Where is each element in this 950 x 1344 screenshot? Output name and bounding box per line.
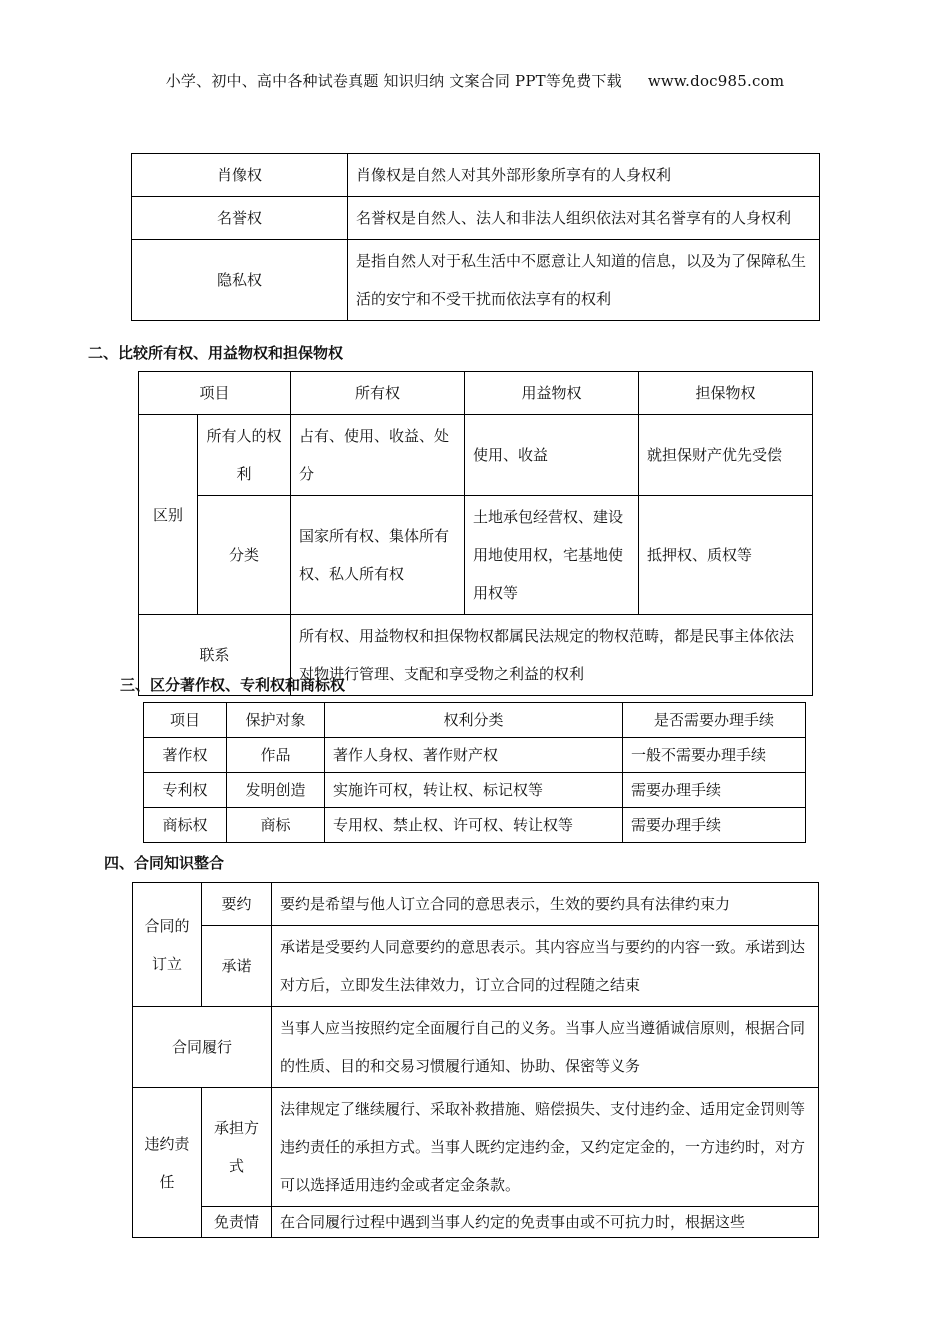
- table-row: [139, 496, 813, 615]
- table-row: [133, 926, 819, 1007]
- table-row: [144, 773, 806, 808]
- mode-text: 法律规定了继续履行、采取补救措施、赔偿损失、支付违约金、适用定金罚则等违约责任的承担方式。当事人既约定违约金，又约定定金的，一方违约时，对方可以选择适用违约金或者定金条款。: [272, 1088, 819, 1207]
- cell: 使用、收益: [465, 415, 639, 496]
- row-label: 肖像权: [132, 154, 348, 197]
- cell: 土地承包经营权、建设用地使用权，宅基地使用权等: [465, 496, 639, 615]
- offer-text: 要约是希望与他人订立合同的意思表示，生效的要约具有法律约束力: [272, 883, 819, 926]
- item-cell: 专利权: [144, 773, 227, 808]
- table-row: [133, 1088, 819, 1207]
- section2-title: 二、比较所有权、用益物权和担保物权: [88, 344, 344, 362]
- row-label: 所有人的权利: [198, 415, 291, 496]
- table-row: [139, 415, 813, 496]
- cell: 就担保财产优先受偿: [639, 415, 813, 496]
- header-cell: 权利分类: [325, 703, 623, 738]
- exempt-text: 在合同履行过程中遇到当事人约定的免责事由或不可抗力时，根据这些: [272, 1207, 819, 1238]
- header-cell: 项目: [139, 372, 291, 415]
- row-desc: 是指自然人对于私生活中不愿意让人知道的信息，以及为了保障私生活的安宁和不受干扰而依法享有的权利: [348, 240, 820, 321]
- cell: 抵押权、质权等: [639, 496, 813, 615]
- link-label: 联系: [139, 615, 291, 696]
- item-cell: 商标权: [144, 808, 227, 843]
- cell: 占有、使用、收益、处分: [291, 415, 465, 496]
- header-cell: 是否需要办理手续: [623, 703, 806, 738]
- table-row: [132, 154, 820, 197]
- offer-label: 要约: [202, 883, 272, 926]
- page-header: [0, 70, 950, 91]
- header-cell: 项目: [144, 703, 227, 738]
- section4-title: 四、合同知识整合: [104, 854, 225, 872]
- header-cell: 担保物权: [639, 372, 813, 415]
- header-site-link[interactable]: www.doc985.com: [647, 72, 785, 90]
- types-cell: 著作人身权、著作财产权: [325, 738, 623, 773]
- breach-label: 违约责任: [133, 1088, 202, 1238]
- procedure-cell: 一般不需要办理手续: [623, 738, 806, 773]
- procedure-cell: 需要办理手续: [623, 808, 806, 843]
- table-header-row: [139, 372, 813, 415]
- contract-table: [132, 882, 819, 1238]
- table-row: [132, 240, 820, 321]
- link-text: 所有权、用益物权和担保物权都属民法规定的物权范畴，都是民事主体依法对物进行管理、支配和享受物之利益的权利: [291, 615, 813, 696]
- row-label: 名誉权: [132, 197, 348, 240]
- performance-label: 合同履行: [133, 1007, 272, 1088]
- object-cell: 发明创造: [227, 773, 325, 808]
- row-label: 隐私权: [132, 240, 348, 321]
- object-cell: 商标: [227, 808, 325, 843]
- table-row: [144, 808, 806, 843]
- personality-rights-table: [131, 153, 820, 321]
- accept-label: 承诺: [202, 926, 272, 1007]
- header-text: 小学、初中、高中各种试卷真题 知识归纳 文案合同 PPT等免费下载: [165, 72, 622, 90]
- procedure-cell: 需要办理手续: [623, 773, 806, 808]
- performance-text: 当事人应当按照约定全面履行自己的义务。当事人应当遵循诚信原则，根据合同的性质、目的和交易习惯履行通知、协助、保密等义务: [272, 1007, 819, 1088]
- ip-rights-table: [143, 702, 806, 843]
- row-label: 分类: [198, 496, 291, 615]
- types-cell: 实施许可权，转让权、标记权等: [325, 773, 623, 808]
- row-desc: 肖像权是自然人对其外部形象所享有的人身权利: [348, 154, 820, 197]
- table-row: [133, 1207, 819, 1238]
- types-cell: 专用权、禁止权、许可权、转让权等: [325, 808, 623, 843]
- table-header-row: [144, 703, 806, 738]
- table-row: [133, 883, 819, 926]
- header-cell: 所有权: [291, 372, 465, 415]
- property-rights-table: [138, 371, 813, 696]
- diff-label: 区别: [139, 415, 198, 615]
- header-cell: 用益物权: [465, 372, 639, 415]
- accept-text: 承诺是受要约人同意要约的意思表示。其内容应当与要约的内容一致。承诺到达对方后，立即发生法律效力，订立合同的过程随之结束: [272, 926, 819, 1007]
- mode-label: 承担方式: [202, 1088, 272, 1207]
- exempt-label: 免责情: [202, 1207, 272, 1238]
- table-row: [144, 738, 806, 773]
- cell: 国家所有权、集体所有权、私人所有权: [291, 496, 465, 615]
- formation-label: 合同的订立: [133, 883, 202, 1007]
- header-cell: 保护对象: [227, 703, 325, 738]
- table-row: [132, 197, 820, 240]
- section3-title: 三、区分著作权、专利权和商标权: [120, 676, 346, 694]
- table-row: [133, 1007, 819, 1088]
- item-cell: 著作权: [144, 738, 227, 773]
- object-cell: 作品: [227, 738, 325, 773]
- row-desc: 名誉权是自然人、法人和非法人组织依法对其名誉享有的人身权利: [348, 197, 820, 240]
